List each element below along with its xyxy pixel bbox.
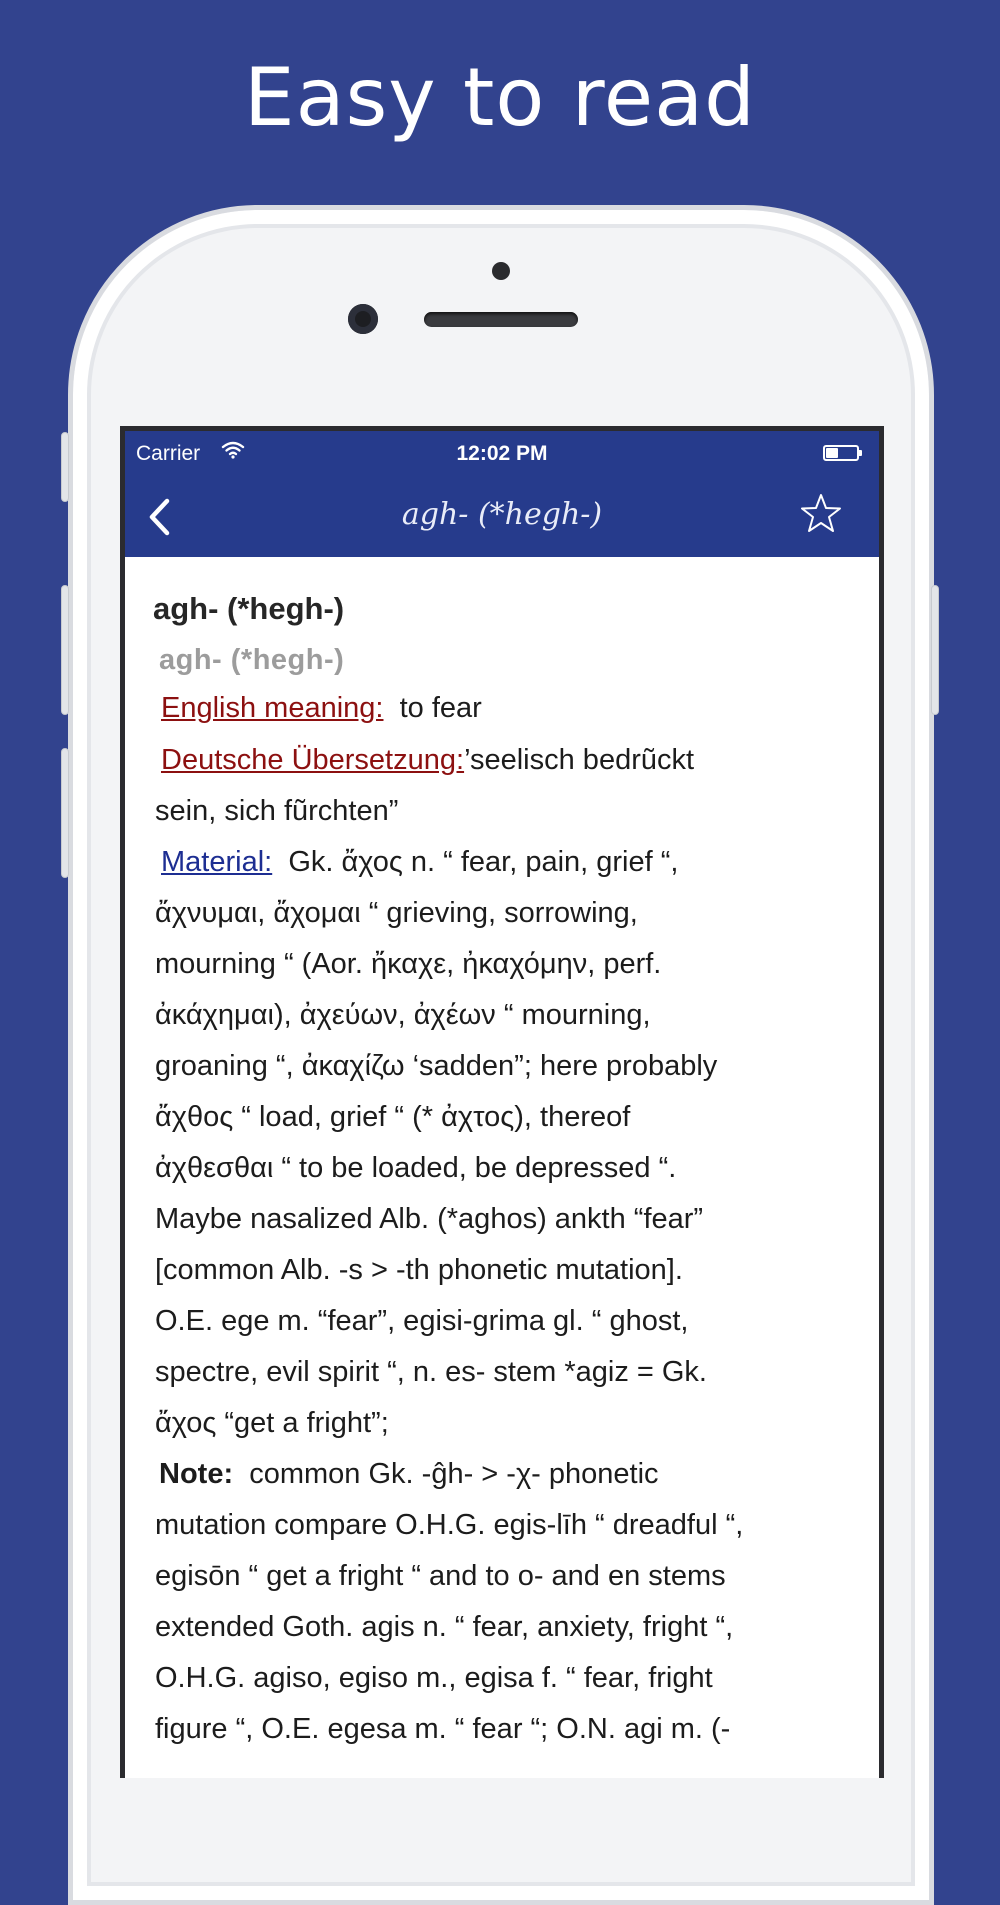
- status-time: 12:02 PM: [456, 442, 548, 465]
- entry-subheading: agh- (*hegh-): [159, 644, 345, 676]
- entry-heading: agh- (*hegh-): [153, 591, 345, 626]
- chevron-left-icon[interactable]: [145, 497, 175, 537]
- battery-icon: [823, 445, 859, 461]
- material-line: Maybe nasalized Alb. (*aghos) ankth “fear”: [155, 1203, 704, 1235]
- volume-down-button: [61, 748, 69, 878]
- carrier-label: Carrier: [136, 442, 201, 465]
- material-line: ἄχος “get a fright”;: [155, 1407, 389, 1439]
- german-line: ’seelisch bedrũckt: [464, 744, 695, 776]
- status-bar: [125, 431, 879, 477]
- material-section: [155, 837, 865, 1449]
- english-meaning-text: to fear: [399, 692, 482, 724]
- material-label: Material:: [161, 846, 273, 878]
- entry-content: [125, 557, 879, 1778]
- material-line: ἀκάχημαι), ἀχεύων, ἀχέων “ mourning,: [155, 999, 651, 1031]
- german-line: sein, sich fũrchten”: [155, 795, 399, 827]
- note-line: common Gk. -ĝh- > -χ- phonetic: [249, 1458, 659, 1490]
- nav-title: agh- (*hegh-): [401, 497, 603, 532]
- note-line: O.H.G. agiso, egiso m., egisa f. “ fear, fright: [155, 1662, 713, 1694]
- english-meaning-section: [161, 683, 871, 734]
- navigation-bar: [125, 477, 879, 557]
- note-line: figure “, O.E. egesa m. “ fear “; O.N. agi m. (-: [155, 1713, 731, 1745]
- material-line: spectre, evil spirit “, n. es- stem *agiz = Gk.: [155, 1356, 707, 1388]
- material-line: ἀχθεσθαι “ to be loaded, be depressed “.: [155, 1152, 677, 1184]
- material-line: mourning “ (Aor. ἤκαχε, ἠκαχόμην, perf.: [155, 948, 662, 980]
- mute-switch: [61, 432, 69, 502]
- earpiece-speaker: [424, 312, 578, 327]
- note-label: Note:: [159, 1458, 234, 1490]
- volume-up-button: [61, 585, 69, 715]
- phone-screen: [120, 426, 884, 1778]
- front-camera-icon: [348, 304, 378, 334]
- power-button: [931, 585, 939, 715]
- proximity-sensor: [492, 262, 510, 280]
- material-line: ἄχθος “ load, grief “ (* ἀχτος), thereof: [155, 1101, 631, 1133]
- material-line: ἄχνυμαι, ἄχομαι “ grieving, sorrowing,: [155, 897, 638, 929]
- marketing-headline: Easy to read: [244, 51, 756, 144]
- note-line: egisōn “ get a fright “ and to o- and en stems: [155, 1560, 726, 1592]
- english-meaning-label: English meaning:: [161, 692, 384, 724]
- material-line: O.E. ege m. “fear”, egisi-grima gl. “ ghost,: [155, 1305, 689, 1337]
- material-line: [common Alb. -s > -th phonetic mutation].: [155, 1254, 683, 1286]
- note-line: extended Goth. agis n. “ fear, anxiety, fright “,: [155, 1611, 734, 1643]
- star-outline-icon[interactable]: [799, 491, 843, 535]
- note-line: mutation compare O.H.G. egis-līh “ dreadful “,: [155, 1509, 744, 1541]
- note-section: [155, 1449, 865, 1755]
- material-line: groaning “, ἀκαχίζω ‘sadden”; here probably: [155, 1050, 718, 1082]
- german-translation-section: [155, 735, 865, 837]
- german-translation-label: Deutsche Übersetzung:: [161, 744, 465, 776]
- material-line: Gk. ἄχος n. “ fear, pain, grief “,: [288, 846, 679, 878]
